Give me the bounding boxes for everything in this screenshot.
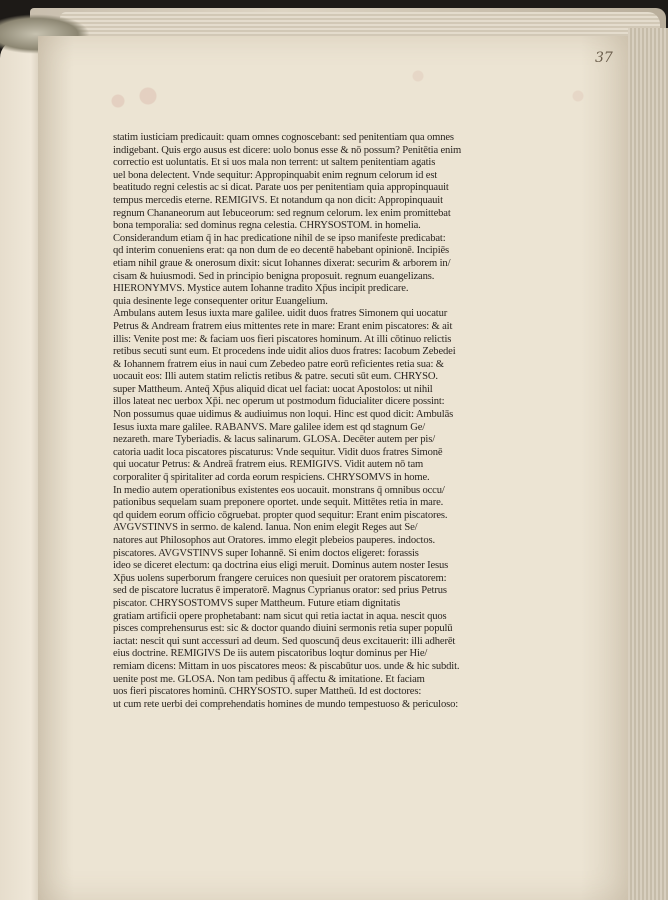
text-line: statim iusticiam predicauit: quam omnes cognoscebant: sed penitentiam qua omnes bbox=[113, 132, 454, 143]
text-line: remiam dicens: Mittam in uos piscatores meos: & piscabūtur uos. unde & hic subdit. bbox=[113, 660, 460, 672]
text-line: eius doctrine. REMIGIVS De iis autem piscatoribus loqtur dominus per Hie/ bbox=[113, 648, 428, 660]
text-line: illos lateat nec uerbox Xp̄i. nec operum ut postmodum fiducialiter dicere possint: bbox=[113, 396, 445, 408]
text-line: AVGVSTINVS in sermo. de kalend. Ianua. Non enim elegit Reges aut Se/ bbox=[113, 522, 418, 534]
text-line: Xp̄us uolens superborum frangere ceruices non quesiuit per oratorem piscatorem: bbox=[113, 572, 447, 584]
text-line: Non possumus quae uidimus & audiuimus non loqui. Hinc est quod dicit: Ambulās bbox=[113, 409, 454, 421]
text-line: piscatores. AVGVSTINVS super Iohannē. Si enim doctos eligeret: forassis bbox=[113, 547, 419, 559]
text-line: retibus secuti sunt eum. Et procedens inde uidit alios duos fratres: Iacobum Zebedei bbox=[113, 346, 456, 358]
text-line: Ambulans autem Iesus iuxta mare galilee. uidit duos fratres Simonem qui uocatur bbox=[113, 308, 448, 320]
text-line: & Iohannem fratrem eius in naui cum Zebedeo patre eorū reficientes retia sua: & bbox=[113, 358, 444, 370]
text-line: beatitudo regni celestis ac si dicat. Parate uos per penitentiam quia appropinquauit bbox=[113, 182, 449, 194]
text-line: In medio autem operationibus existentes eos uocauit. monstrans q̄ omnibus occu/ bbox=[113, 484, 445, 496]
text-line: natores aut Philosophos aut Oratores. immo elegit plebeios pauperes. indoctos. bbox=[113, 535, 435, 546]
text-line: etiam nihil graue & onerosum dixit: sicut Iohannes dixerat: securim & arborem in/ bbox=[113, 257, 451, 269]
text-line: uel bona delectent. Vnde sequitur: Appropinquabit enim regnum celorum id est bbox=[113, 169, 438, 181]
text-line: tempus mercedis eterne. REMIGIVS. Et notandum qa non dicit: Appropinquauit bbox=[113, 194, 443, 206]
text-line: bona temporalia: sed dominus regna celestia. CHRYSOSTOM. in homelia. bbox=[113, 220, 421, 232]
text-line: pisces comprehensurus est: sic & doctor quando diuini sermonis retia super populū bbox=[113, 623, 453, 635]
text-line: uocauit eos: Illi autem statim relictis retibus & patre. secuti sūt eum. CHRYSO. bbox=[113, 371, 438, 383]
text-line: HIERONYMVS. Mystice autem Iohanne tradito Xp̄us incipit predicare. bbox=[113, 283, 409, 295]
text-line: gratiam artificii opere prophetabant: nam sicut qui retia iactat in aqua. nescit quos bbox=[113, 610, 447, 622]
text-line: Iesus iuxta mare galilee. RABANVS. Mare galilee idem est qd̄ stagnum Ge/ bbox=[113, 421, 426, 433]
text-line: ut cum rete uerbi dei comprehendatis homines de mundo tempestuoso & periculoso: bbox=[113, 698, 459, 710]
text-line: piscator. CHRYSOSTOMVS super Mattheum. Future etiam dignitatis bbox=[113, 597, 401, 609]
text-line: corporaliter q̄ spiritaliter ad corda eorum respiciens. CHRYSOMVS in home. bbox=[113, 472, 430, 484]
text-line: cisam & huiusmodi. Sed in principio benigna proposuit. regnum euangelizans. bbox=[113, 270, 435, 282]
text-line: qd̄ interim conueniens erat: qa non dum de eo decentē habebant opinionē. Incipiēs bbox=[113, 245, 450, 257]
page-stack-top bbox=[60, 12, 660, 36]
text-line: catoria uadit loca piscatores piscaturus: Vnde sequitur. Vidit duos fratres Simonē bbox=[113, 446, 443, 458]
text-line: pationibus sequelam suam preponere oportet. unde sequit. Mittētes retia in mare. bbox=[113, 497, 444, 509]
text-line: qui uocatur Petrus: & Andreā fratrem eius. REMIGIVS. Vidit autem nō tam bbox=[113, 459, 424, 471]
text-line: nezareth. mare Tyberiadis. & lacus salinarum. GLOSA. Decēter autem per pis/ bbox=[113, 434, 435, 446]
folio-number: 37 bbox=[595, 50, 613, 66]
text-line: super Mattheum. Anteq̄ Xp̄us aliquid dicat uel faciat: uocat Apostolos: ut nihil bbox=[113, 383, 433, 395]
text-line: indigebant. Quis ergo ausus est dicere: uolo bonus esse & nō possum? Penitētia enim bbox=[113, 144, 462, 156]
text-line: uenite post me. GLOSA. Non tam pedibus q̄ affectu & imitatione. Et faciam bbox=[113, 673, 425, 685]
text-line: quia desinente lege consequenter oritur Euangelium. bbox=[113, 295, 328, 307]
text-line: uos fieri piscatores hominū. CHRYSOSTO. super Mattheū. Id est doctores: bbox=[113, 686, 422, 698]
text-line: iactat: nescit qui sunt accessuri ad deum. Sed quoscunq̄ deus excitauerit: illi adherēt bbox=[113, 635, 456, 647]
text-line: illis: Venite post me: & faciam uos fieri piscatores hominum. At illi cōtinuo relictis bbox=[113, 333, 452, 345]
text-line: qd̄ quidem eorum officio cōgruebat. propter quod sequitur: Erant enim piscatores. bbox=[113, 509, 448, 521]
page-stack-right bbox=[628, 28, 668, 900]
text-column bbox=[113, 132, 485, 711]
text-line: Considerandum etiam q̄ in hac predicatione nihil de se ipso manifeste predicabat: bbox=[113, 232, 446, 244]
text-line: ideo se diceret electum: qa doctrina eius eligi meruit. Dominus autem noster Iesus bbox=[113, 560, 449, 572]
text-line: regnum Chananeorum aut Iebuceorum: sed regnum celorum. lex enim promittebat bbox=[113, 207, 451, 219]
text-line: correctio est uoluntatis. Et si uos mala non terrent: ut saltem penitentiam agatis bbox=[113, 157, 436, 169]
text-line: Petrus & Andream fratrem eius mittentes rete in mare: Erant enim piscatores: & ait bbox=[113, 320, 453, 332]
text-line: sed de piscatore lucratus ē imperatorē. Magnus Cyprianus orator: sed prius Petrus bbox=[113, 585, 447, 597]
